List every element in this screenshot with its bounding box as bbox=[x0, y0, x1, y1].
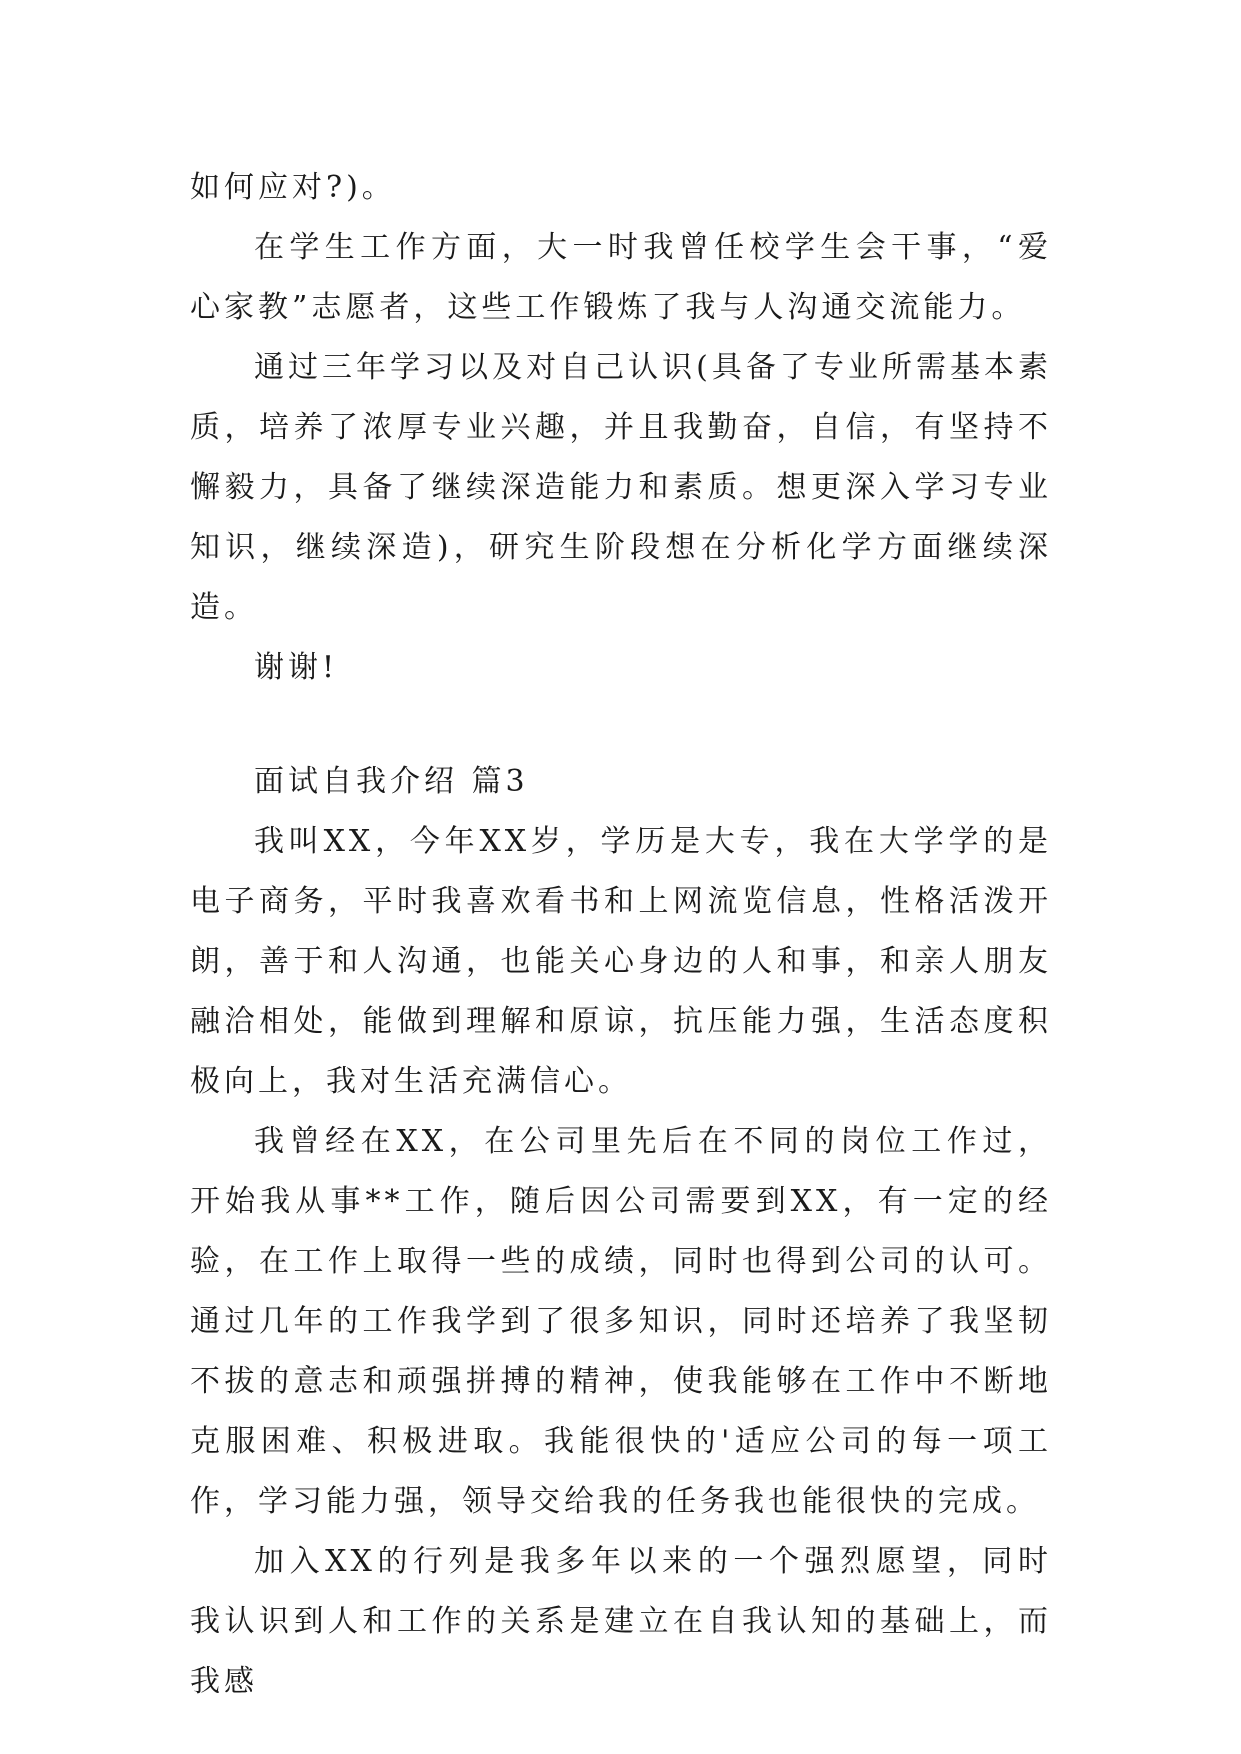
paragraph: 如何应对?)。 bbox=[190, 170, 396, 205]
paragraph: 我叫XX，今年XX岁，学历是大专，我在大学学的是电子商务，平时我喜欢看书和上网流览信息，性格活泼开朗，善于和人沟通，也能关心身边的人和事，和亲人朋友融洽相处，能做到理解和原谅，抗压能力强，生活态度积极向上，我对生活充满信心。 bbox=[190, 824, 1052, 1099]
document-body bbox=[190, 158, 1052, 1712]
section-spacer bbox=[190, 698, 1052, 752]
paragraph: 谢谢! bbox=[254, 650, 339, 685]
paragraph: 通过三年学习以及对自己认识(具备了专业所需基本素质，培养了浓厚专业兴趣，并且我勤奋，自信，有坚持不懈毅力，具备了继续深造能力和素质。想更深入学习专业知识，继续深造)，研究生阶段想在分析化学方面继续深造。 bbox=[190, 350, 1052, 625]
paragraph: 我曾经在XX，在公司里先后在不同的岗位工作过，开始我从事**工作，随后因公司需要到XX，有一定的经验，在工作上取得一些的成绩，同时也得到公司的认可。通过几年的工作我学到了很多知识，同时还培养了我坚韧不拔的意志和顽强拼搏的精神，使我能够在工作中不断地克服困难、积极进取。我能很快的'适应公司的每一项工作，学习能力强，领导交给我的任务我也能很快的完成。 bbox=[190, 1124, 1052, 1519]
section-heading: 面试自我介绍 篇3 bbox=[254, 764, 529, 799]
paragraph: 加入XX的行列是我多年以来的一个强烈愿望，同时我认识到人和工作的关系是建立在自我认知的基础上，而我感 bbox=[190, 1544, 1052, 1699]
paragraph: 在学生工作方面，大一时我曾任校学生会干事，“爱心家教”志愿者，这些工作锻炼了我与人沟通交流能力。 bbox=[190, 230, 1052, 325]
